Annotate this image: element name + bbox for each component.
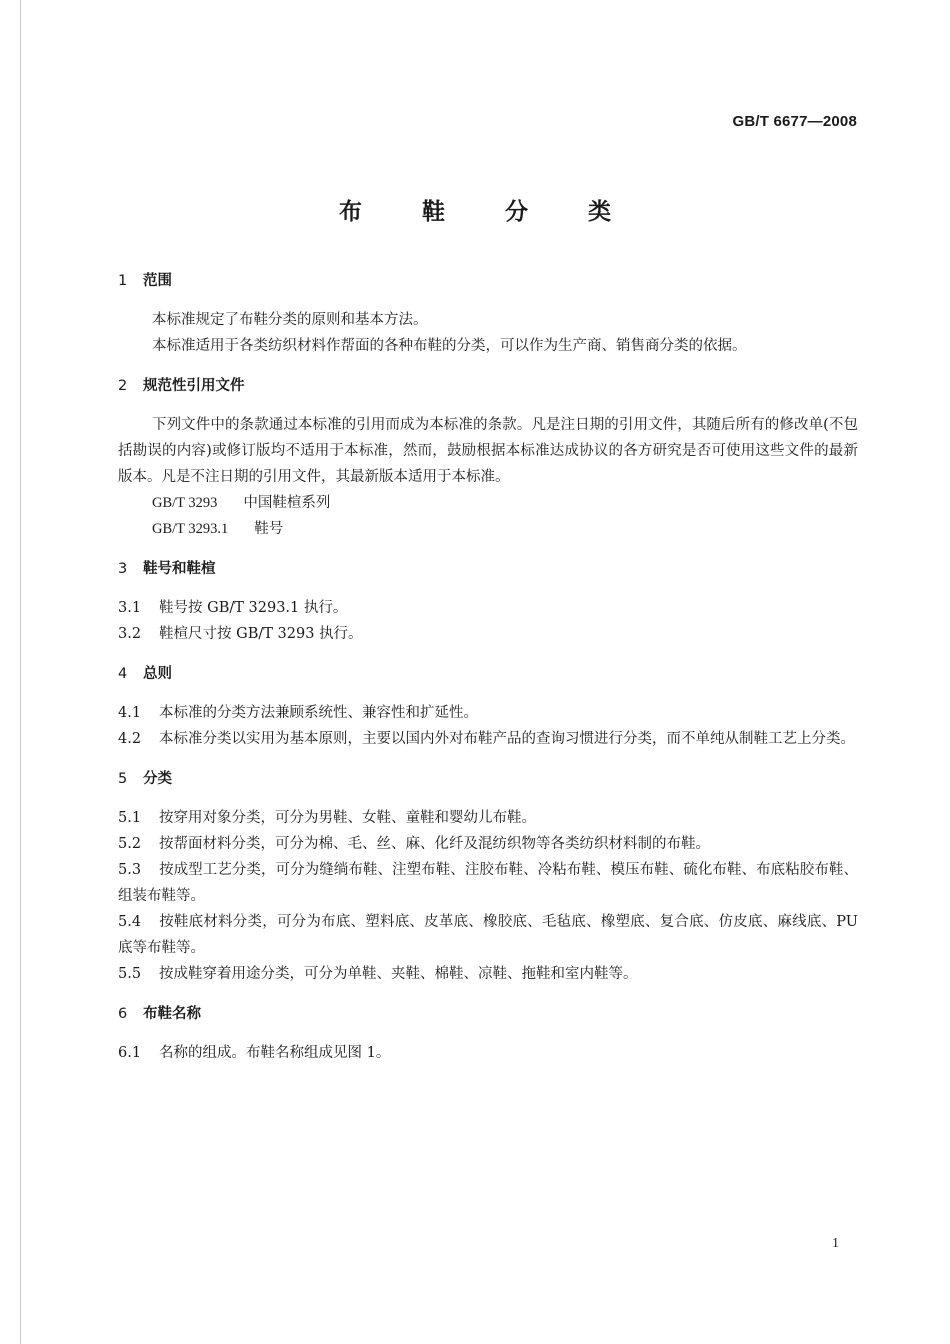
clause	[118, 909, 858, 961]
clause-text: 按帮面材料分类，可分为棉、毛、丝、麻、化纤及混纺织物等各类纺织材料制的布鞋。	[159, 836, 710, 852]
section-shoe-naming	[118, 1001, 858, 1066]
clause-number: 5.1	[118, 810, 142, 826]
clause	[118, 805, 858, 831]
section-title: 总则	[143, 666, 172, 682]
section-general-principles	[118, 661, 858, 752]
clause-number: 5.5	[118, 966, 142, 982]
section-heading	[118, 373, 858, 399]
clause-number: 3.2	[118, 626, 142, 642]
clause-text: 本标准的分类方法兼顾系统性、兼容性和扩延性。	[159, 705, 478, 721]
section-title: 鞋号和鞋楦	[143, 561, 216, 577]
clause-text: 按鞋底材料分类，可分为布底、塑料底、皮革底、橡胶底、毛毡底、橡塑底、复合底、仿皮底、麻线底、PU 底等布鞋等。	[118, 914, 858, 956]
section-number: 4	[118, 666, 128, 682]
paragraph: 下列文件中的条款通过本标准的引用而成为本标准的条款。凡是注日期的引用文件，其随后所有的修改单(不包括勘误的内容)或修订版均不适用于本标准，然而，鼓励根据本标准达成协议的各方研究是否可使用这些文件的最新版本。凡是不注日期的引用文件，其最新版本适用于本标准。	[118, 417, 858, 485]
paragraph: 本标准规定了布鞋分类的原则和基本方法。	[152, 312, 428, 328]
reference-item	[152, 516, 858, 542]
section-heading	[118, 268, 858, 294]
clause-text: 按成型工艺分类，可分为缝绱布鞋、注塑布鞋、注胶布鞋、冷粘布鞋、模压布鞋、硫化布鞋、布底粘胶布鞋、组装布鞋等。	[118, 862, 858, 904]
section-number: 2	[118, 378, 128, 394]
section-heading	[118, 661, 858, 687]
clause-text: 鞋楦尺寸按 GB/T 3293 执行。	[159, 626, 363, 642]
clause	[118, 831, 858, 857]
section-heading	[118, 556, 858, 582]
clause	[118, 621, 858, 647]
section-heading	[118, 766, 858, 792]
section-title: 分类	[143, 771, 172, 787]
clause	[118, 1040, 858, 1066]
clause-number: 6.1	[118, 1045, 142, 1061]
paragraph: 本标准适用于各类纺织材料作帮面的各种布鞋的分类，可以作为生产商、销售商分类的依据。	[152, 338, 747, 354]
standard-code: GB/T 6677—2008	[732, 113, 857, 130]
clause-text: 按成鞋穿着用途分类，可分为单鞋、夹鞋、棉鞋、凉鞋、拖鞋和室内鞋等。	[159, 966, 638, 982]
reference-item	[152, 490, 858, 516]
section-scope	[118, 268, 858, 359]
page-number: 1	[832, 1236, 839, 1251]
clause-text: 按穿用对象分类，可分为男鞋、女鞋、童鞋和婴幼儿布鞋。	[159, 810, 536, 826]
section-number: 1	[118, 273, 128, 289]
clause-number: 5.4	[118, 914, 142, 930]
clause-text: 名称的组成。布鞋名称组成见图 1。	[159, 1045, 391, 1061]
clause	[118, 961, 858, 987]
reference-name: 中国鞋楦系列	[243, 495, 331, 511]
clause-number: 4.1	[118, 705, 142, 721]
section-number: 3	[118, 561, 128, 577]
clause-text: 本标准分类以实用为基本原则，主要以国内外对布鞋产品的查询习惯进行分类，而不单纯从制鞋工艺上分类。	[159, 731, 855, 747]
reference-code: GB/T 3293	[152, 495, 218, 511]
clause-number: 3.1	[118, 600, 142, 616]
section-number: 6	[118, 1006, 128, 1022]
clause	[118, 726, 858, 752]
clause	[118, 595, 858, 621]
clause-number: 5.2	[118, 836, 142, 852]
section-shoe-size-and-last	[118, 556, 858, 647]
section-normative-references	[118, 373, 858, 542]
clause	[118, 857, 858, 909]
clause-number: 4.2	[118, 731, 142, 747]
reference-code: GB/T 3293.1	[152, 521, 229, 537]
clause	[118, 700, 858, 726]
clause-number: 5.3	[118, 862, 142, 878]
clause-text: 鞋号按 GB/T 3293.1 执行。	[159, 600, 348, 616]
section-number: 5	[118, 771, 128, 787]
section-title: 范围	[143, 273, 172, 289]
section-classification	[118, 766, 858, 987]
document-title: 布 鞋 分 类	[338, 199, 638, 225]
section-heading	[118, 1001, 858, 1027]
document-body	[118, 268, 858, 1066]
section-title: 规范性引用文件	[143, 378, 245, 394]
reference-name: 鞋号	[254, 521, 284, 537]
section-title: 布鞋名称	[143, 1006, 201, 1022]
